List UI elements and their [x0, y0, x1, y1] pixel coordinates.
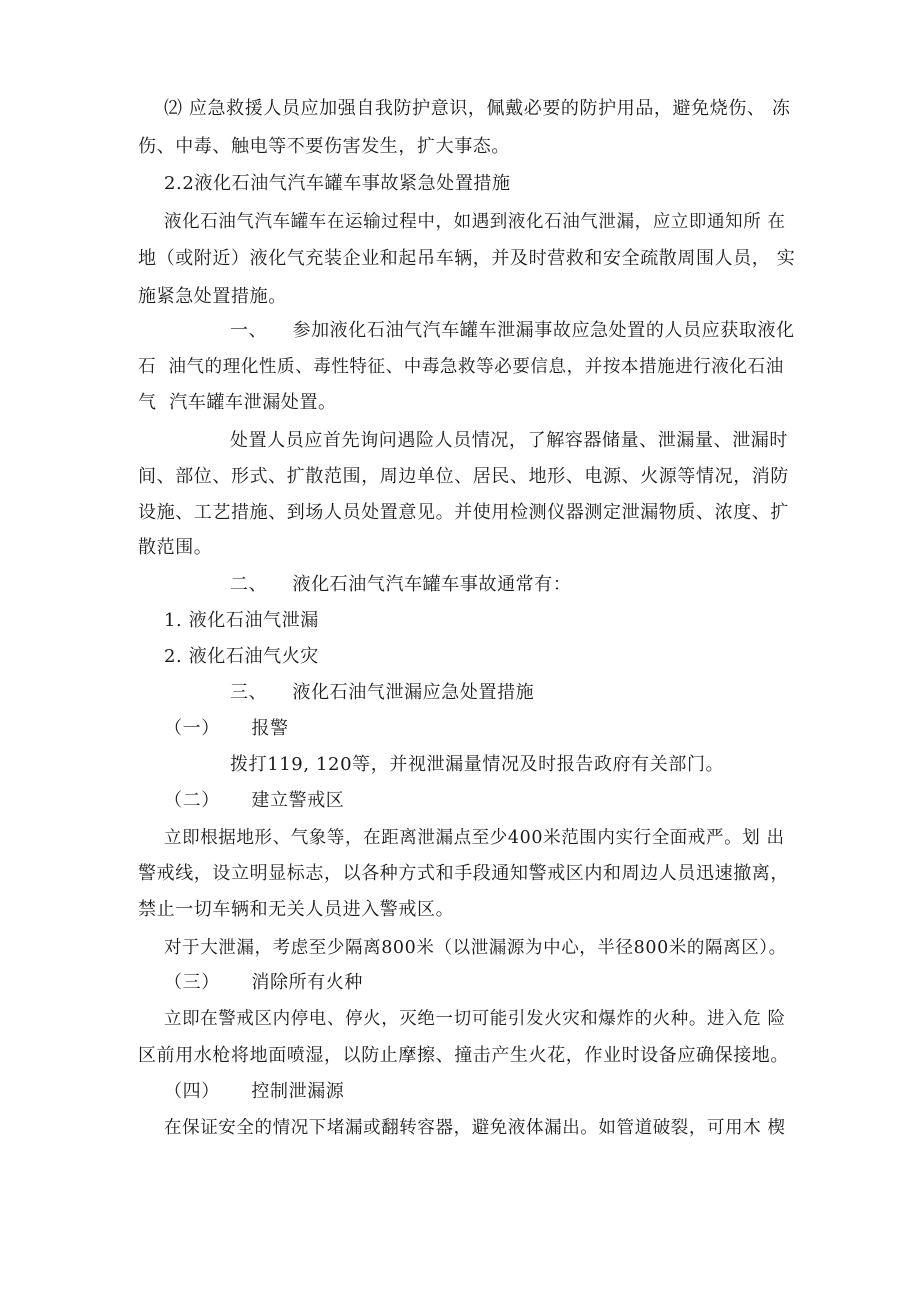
list-item: 2. 液化石油气火灾: [164, 646, 319, 667]
text-line: 拨打119, 120等，并视泄漏量情况及时报告政府有关部门。: [230, 754, 725, 775]
text-line: 液化石油气汽车罐车在运输过程中，如遇到液化石油气泄漏，应立即通知所 在: [164, 212, 786, 232]
text-line: 警戒线，设立明显标志，以各种方式和手段通知警戒区内和周边人员迅速撤离，: [138, 863, 789, 884]
text-line: 立即根据地形、气象等，在距离泄漏点至少400米范围内实行全面戒严。划 出: [164, 828, 785, 848]
text-line: 设施、工艺措施、到场人员处置意见。并使用检测仪器测定泄漏物质、浓度、扩: [138, 502, 789, 523]
text-line: 对于大泄漏，考虑至少隔离800米（以泄漏源为中心，半径800米的隔离区）。: [164, 938, 787, 958]
text-line: 二、 液化石油气汽车罐车事故通常有：: [230, 574, 572, 595]
text-line: 在保证安全的情况下堵漏或翻转容器，避免液体漏出。如管道破裂，可用木 楔: [164, 1118, 786, 1138]
subheading: （三） 消除所有火种: [164, 972, 364, 993]
subheading: （二） 建立警戒区: [164, 790, 345, 811]
text-line: 施紧急处置措施。: [138, 286, 287, 307]
text-line: 处置人员应首先询问遇险人员情况，了解容器储量、泄漏量、泄漏时: [230, 430, 788, 451]
text-line: 地（或附近）液化气充装企业和起吊车辆，并及时营救和安全疏散周围人员， 实: [138, 248, 796, 269]
text-line: 间、部位、形式、扩散范围，周边单位、居民、地形、电源、火源等情况，消防: [138, 466, 789, 487]
text-line: 伤、中毒、触电等不要伤害发生，扩大事态。: [138, 136, 510, 157]
text-line: 石 油气的理化性质、毒性特征、中毒急救等必要信息，并按本措施进行液化石油: [138, 357, 784, 377]
text-line: 禁止一切车辆和无关人员进入警戒区。: [138, 899, 455, 920]
section-heading: 2.2液化石油气汽车罐车事故紧急处置措施: [164, 173, 511, 194]
subheading: （四） 控制泄漏源: [164, 1081, 345, 1102]
text-line: 散范围。: [138, 537, 213, 558]
subheading: （一） 报警: [164, 718, 289, 739]
text-line: 立即在警戒区内停电、停火，灭绝一切可能引发火灾和爆炸的火种。进入危 险: [164, 1009, 786, 1029]
text-line: 三、 液化石油气泄漏应急处置措施: [230, 682, 535, 703]
text-line: 区前用水枪将地面喷湿，以防止摩擦、撞击产生火花，作业时设备应确保接地。: [138, 1045, 789, 1066]
text-line: 一、 参加液化石油气汽车罐车泄漏事故应急处置的人员应获取液化: [230, 320, 795, 341]
text-line: ⑵ 应急救援人员应加强自我防护意识，佩戴必要的防护用品，避免烧伤、 冻: [164, 98, 791, 119]
text-line: 气 汽车罐车泄漏处置。: [138, 392, 337, 413]
list-item: 1. 液化石油气泄漏: [164, 610, 319, 631]
